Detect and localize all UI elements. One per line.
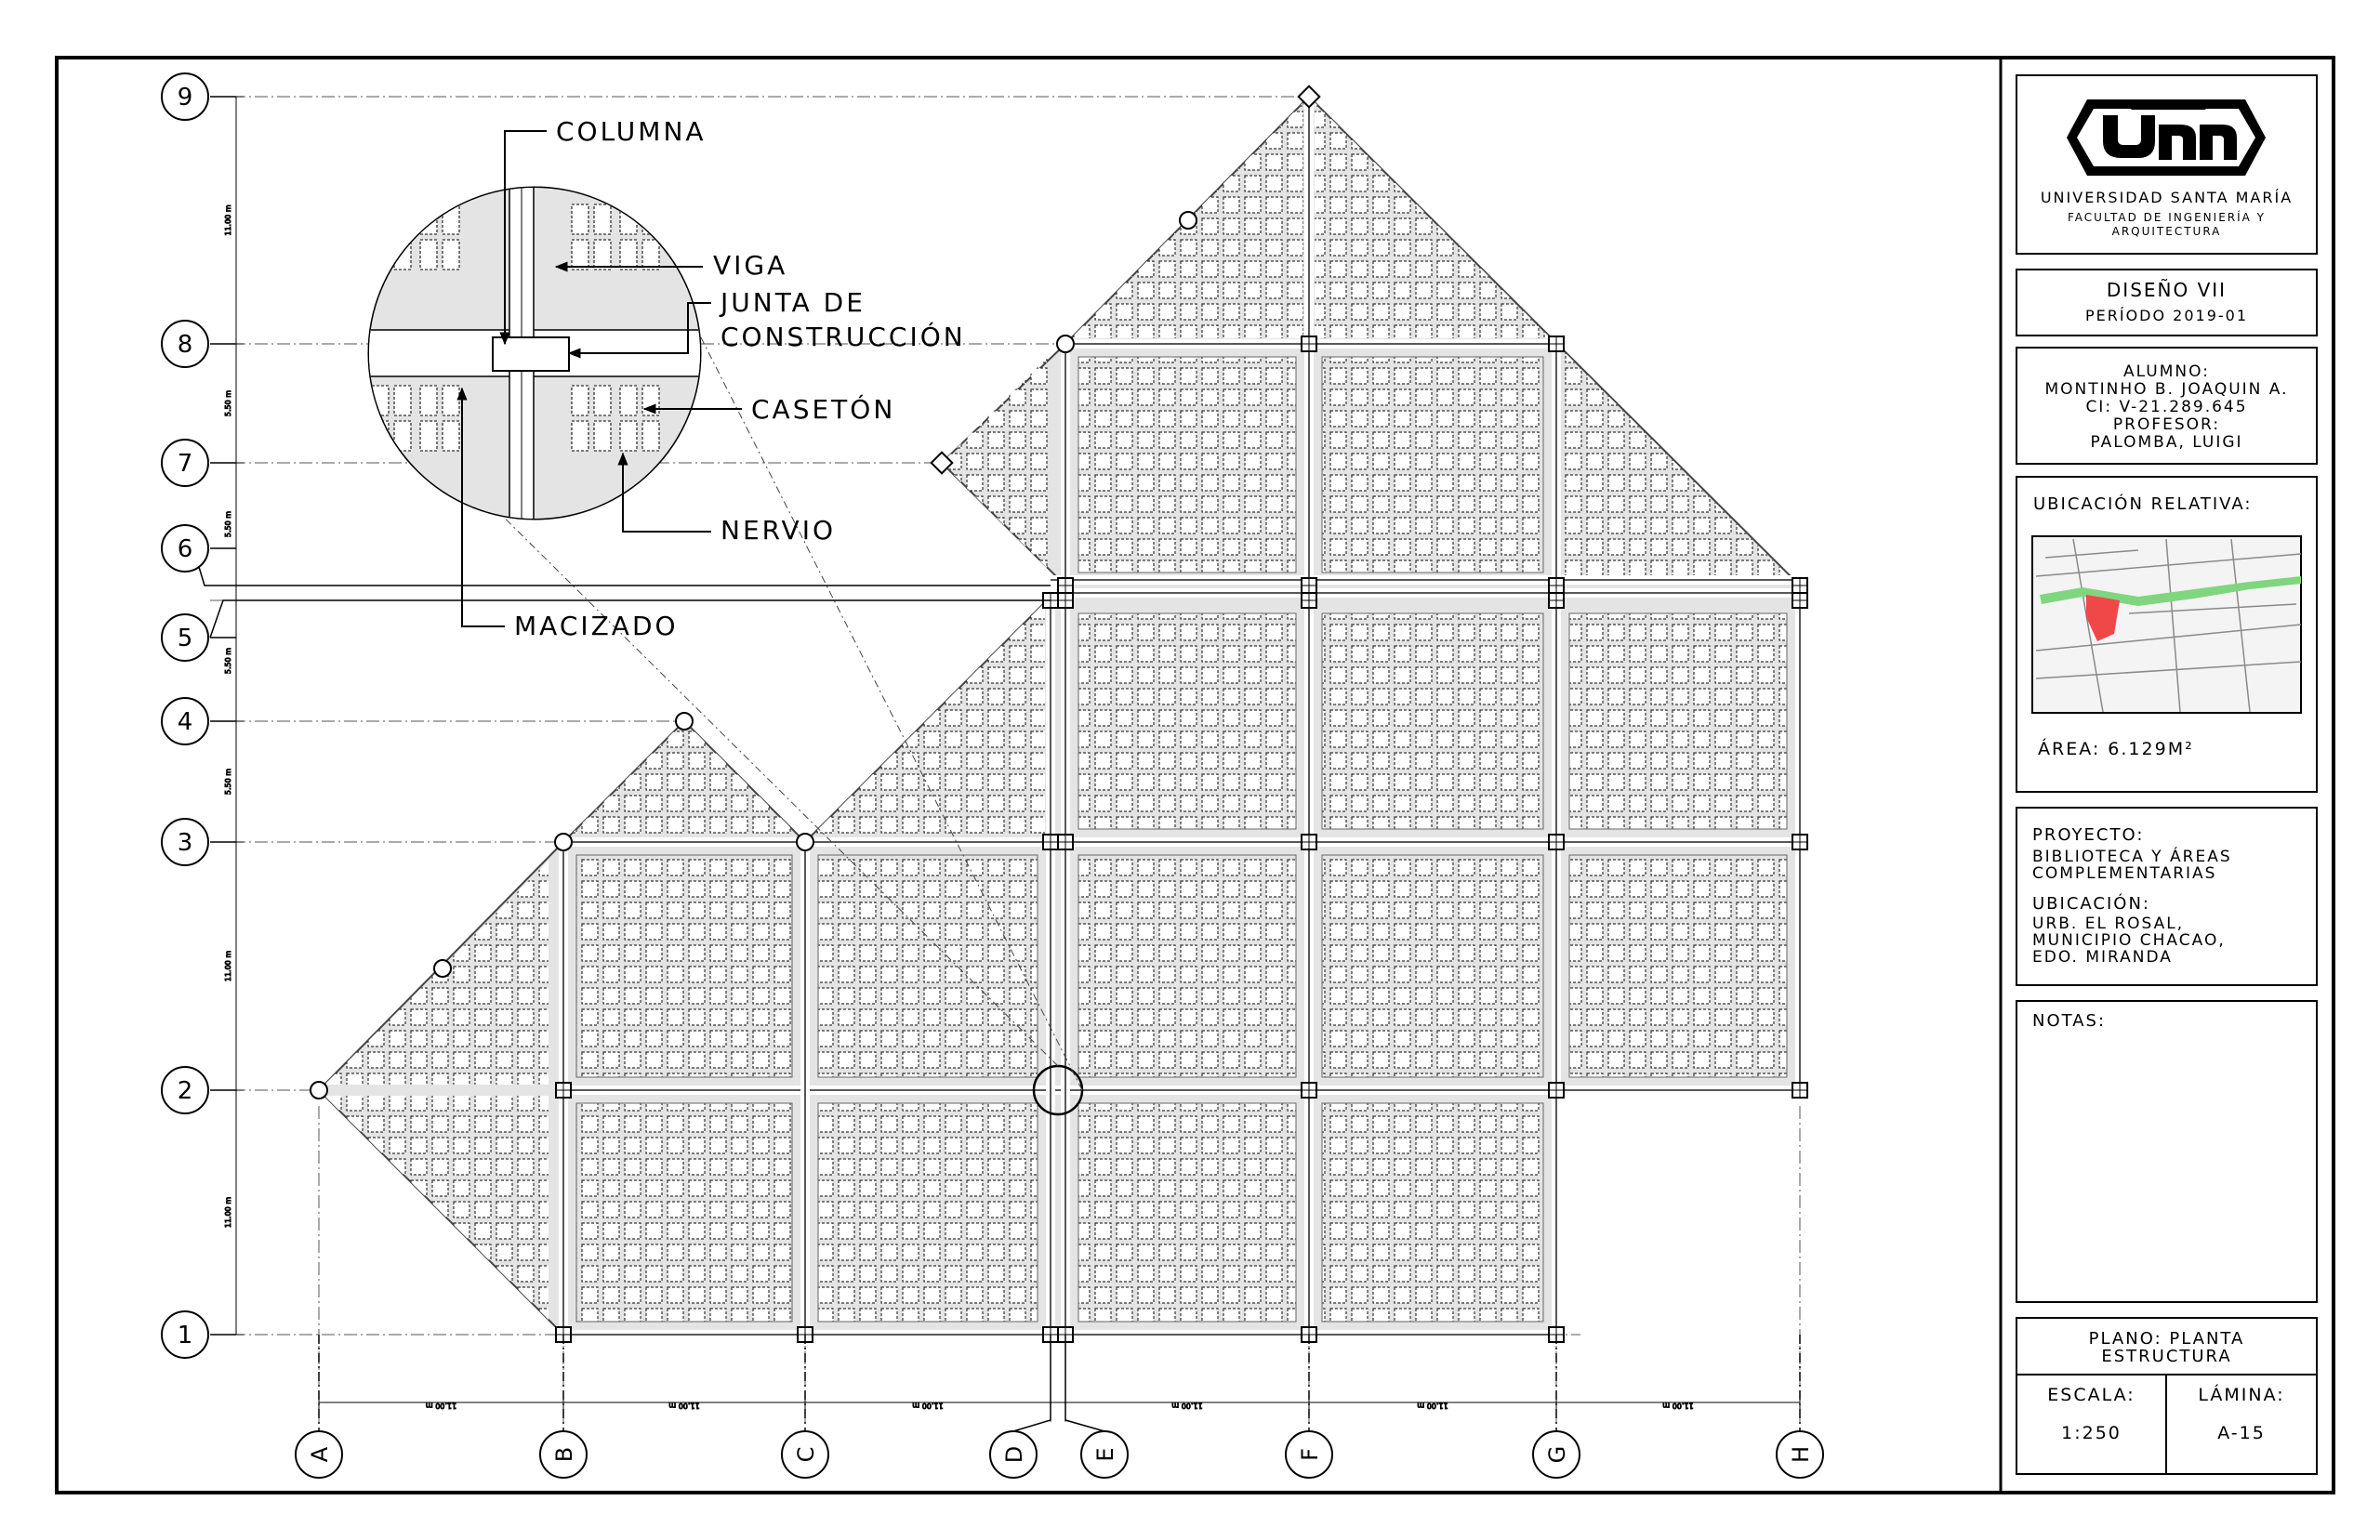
plano-line-1: PLANO: PLANTA <box>2088 1329 2245 1349</box>
panel-2-3-G <box>1569 855 1787 1077</box>
plano-line-2: ESTRUCTURA <box>2101 1347 2232 1366</box>
ubicacion-line-2: MUNICIPIO CHACAO, <box>2032 931 2226 950</box>
caseton-0 <box>372 204 389 234</box>
caseton-3 <box>620 204 637 234</box>
col-dimension-1: 11.00 m <box>668 1402 700 1410</box>
col-bubble-label-A: A <box>307 1446 333 1463</box>
column-B2 <box>556 1083 571 1098</box>
profesor-label: PROFESOR: <box>2112 415 2221 434</box>
lamina-value: A-15 <box>2217 1423 2266 1443</box>
label-caseton-text: CASETÓN <box>751 394 896 425</box>
row-bubble-6 <box>162 525 1051 586</box>
column-G5 <box>1549 593 1564 608</box>
row-bubble-9 <box>162 73 236 120</box>
panel-2-3-E <box>1078 855 1296 1077</box>
alumno-label: ALUMNO: <box>2123 362 2210 381</box>
column-D3 <box>1043 835 1058 849</box>
caseton-2 <box>594 240 611 270</box>
label-junta-line-2: CONSTRUCCIÓN <box>721 322 966 352</box>
panel-2-3-B <box>576 855 792 1077</box>
university-logo <box>2067 99 2266 176</box>
caseton-1 <box>443 240 459 270</box>
panel-1-2-C <box>818 1103 1038 1322</box>
column-F5 <box>1302 593 1316 608</box>
column-F2 <box>1302 1083 1316 1098</box>
caseton-7 <box>620 421 637 451</box>
column-G3 <box>1549 835 1564 849</box>
caseton-7 <box>642 421 659 451</box>
col-bubble-label-D: D <box>1001 1445 1027 1464</box>
row-dimension-6: 11.00 m <box>224 204 232 236</box>
caseton-4 <box>372 421 389 451</box>
round-column-0 <box>311 1082 327 1099</box>
col-dimension-5: 11.00 m <box>1662 1402 1694 1410</box>
panel-1-2-F <box>1322 1103 1543 1322</box>
proyecto-line-2: COMPLEMENTARIAS <box>2032 864 2217 883</box>
caseton-6 <box>594 421 611 451</box>
row-bubble-label-4: 4 <box>177 708 193 736</box>
row-bubble-label-9: 9 <box>177 84 193 112</box>
round-column-2 <box>434 960 451 977</box>
row-dimension-2: 5.50 m <box>224 768 232 796</box>
round-column-1 <box>555 834 572 850</box>
university-name: UNIVERSIDAD SANTA MARÍA <box>2040 189 2294 206</box>
col-dimension-4: 11.00 m <box>1417 1402 1448 1410</box>
caseton-0 <box>372 240 389 270</box>
column-E5 <box>1058 593 1073 608</box>
row-bubble-label-8: 8 <box>177 331 193 359</box>
row-bubble-label-1: 1 <box>177 1322 193 1349</box>
round-column-5 <box>1180 212 1197 229</box>
profesor-name: PALOMBA, LUIGI <box>2090 433 2243 452</box>
caseton-3 <box>642 240 659 270</box>
period: PERÍODO 2019-01 <box>2084 307 2249 324</box>
caseton-6 <box>594 386 611 415</box>
col-dimension-0: 11.00 m <box>425 1402 457 1410</box>
escala-value: 1:250 <box>2061 1423 2122 1443</box>
row-dimension-4: 5.50 m <box>224 510 232 538</box>
caseton-5 <box>420 421 437 451</box>
ubicacion-label: UBICACIÓN: <box>2032 894 2150 914</box>
area-label: ÁREA: 6.129M² <box>2038 739 2194 759</box>
column-E3 <box>1058 835 1073 849</box>
col-bubble-label-G: G <box>1544 1445 1570 1464</box>
alumno-ci: CI: V-21.289.645 <box>2085 398 2248 416</box>
col-bubble-label-H: H <box>1788 1445 1814 1464</box>
row-dimension-1: 11.00 m <box>224 950 232 982</box>
waffle-tri-b4 <box>569 727 800 836</box>
panel-3-5-E <box>1078 613 1296 829</box>
row-bubble-4 <box>162 698 236 744</box>
row-bubble-8 <box>162 321 236 367</box>
col-bubble-D <box>990 1335 1051 1478</box>
panel-6-8-F <box>1322 357 1543 573</box>
col-bubble-label-F: F <box>1297 1448 1323 1461</box>
escala-label: ESCALA: <box>2047 1385 2135 1405</box>
caseton-4 <box>394 386 411 415</box>
notas-label: NOTAS: <box>2032 1011 2107 1031</box>
caseton-2 <box>594 204 611 234</box>
caseton-7 <box>620 386 637 415</box>
col-bubble-label-B: B <box>551 1446 577 1463</box>
column-G2 <box>1549 1083 1564 1098</box>
row-bubble-label-6: 6 <box>177 535 193 563</box>
waffle-tri-g57 <box>1562 349 1794 582</box>
label-junta-text: JUNTA DE <box>721 287 866 318</box>
ubicacion-line-3: EDO. MIRANDA <box>2032 948 2173 967</box>
col-dimension-2: 11.00 m <box>912 1402 944 1410</box>
row-bubble-3 <box>162 819 236 865</box>
col-dimension-3: 11.00 m <box>1171 1402 1203 1410</box>
caseton-6 <box>572 421 588 451</box>
panel-3-5-G <box>1569 613 1787 829</box>
row-bubble-2 <box>162 1067 236 1113</box>
column-H5 <box>1792 593 1807 608</box>
caseton-1 <box>420 240 437 270</box>
ubicacion-line-1: URB. EL ROSAL, <box>2032 915 2185 933</box>
caseton-0 <box>394 204 411 234</box>
proyecto-line-1: BIBLIOTECA Y ÁREAS <box>2032 848 2232 866</box>
column-G6 <box>1549 578 1564 593</box>
caseton-5 <box>443 386 459 415</box>
column-F3 <box>1302 835 1316 849</box>
column-H2 <box>1792 1083 1807 1098</box>
row-bubble-label-3: 3 <box>177 829 193 857</box>
waffle-tri-e79 <box>947 357 1048 569</box>
location-map <box>2032 536 2301 713</box>
column-F6 <box>1302 578 1316 593</box>
course-name: DISEÑO VII <box>2106 279 2228 301</box>
caseton-6 <box>572 386 588 415</box>
round-column-6 <box>797 834 813 850</box>
row-bubble-7 <box>162 440 236 486</box>
col-bubble-label-E: E <box>1092 1447 1118 1462</box>
row-dimension-0: 11.00 m <box>224 1196 232 1229</box>
panel-1-2-B <box>576 1103 792 1322</box>
ubicacion-relativa-label: UBICACIÓN RELATIVA: <box>2033 494 2253 514</box>
faculty-line-1: FACULTAD DE INGENIERÍA Y <box>2067 211 2267 224</box>
lamina-label: LÁMINA: <box>2198 1385 2285 1405</box>
row-dimension-3: 5.50 m <box>224 647 232 675</box>
col-bubble-E <box>1065 1335 1128 1478</box>
caseton-7 <box>642 386 659 415</box>
row-bubble-1 <box>162 1311 236 1358</box>
column-H6 <box>1792 578 1807 593</box>
panel-3-5-F <box>1322 613 1543 829</box>
column-G8 <box>1549 336 1564 351</box>
panel-1-2-E <box>1078 1103 1296 1322</box>
panel-2-3-F <box>1322 855 1543 1077</box>
round-column-4 <box>1057 336 1074 352</box>
label-viga-text: VIGA <box>713 250 788 281</box>
caseton-2 <box>572 240 588 270</box>
proyecto-label: PROYECTO: <box>2032 825 2145 845</box>
faculty-line-2: ARQUITECTURA <box>2111 225 2222 238</box>
row-dimension-5: 5.50 m <box>224 389 232 417</box>
caseton-2 <box>572 204 588 234</box>
label-nervio-text: NERVIO <box>721 515 837 546</box>
column-H3 <box>1792 835 1807 849</box>
round-column-3 <box>676 713 693 730</box>
alumno-name: MONTINHO B. JOAQUIN A. <box>2044 380 2289 399</box>
caseton-5 <box>420 386 437 415</box>
caseton-4 <box>372 386 389 415</box>
row-bubble-label-5: 5 <box>177 625 193 652</box>
column-E6 <box>1058 578 1073 593</box>
row-bubble-label-7: 7 <box>177 450 193 478</box>
column-F8 <box>1302 336 1316 351</box>
col-bubble-label-C: C <box>793 1446 819 1463</box>
label-macizado-text: MACIZADO <box>514 611 679 641</box>
panel-2-3-C <box>818 855 1038 1077</box>
caseton-3 <box>620 240 637 270</box>
label-columna-text: COLUMNA <box>556 116 707 147</box>
row-bubble-label-2: 2 <box>177 1077 193 1105</box>
panel-6-8-E <box>1078 357 1296 573</box>
caseton-5 <box>443 421 459 451</box>
